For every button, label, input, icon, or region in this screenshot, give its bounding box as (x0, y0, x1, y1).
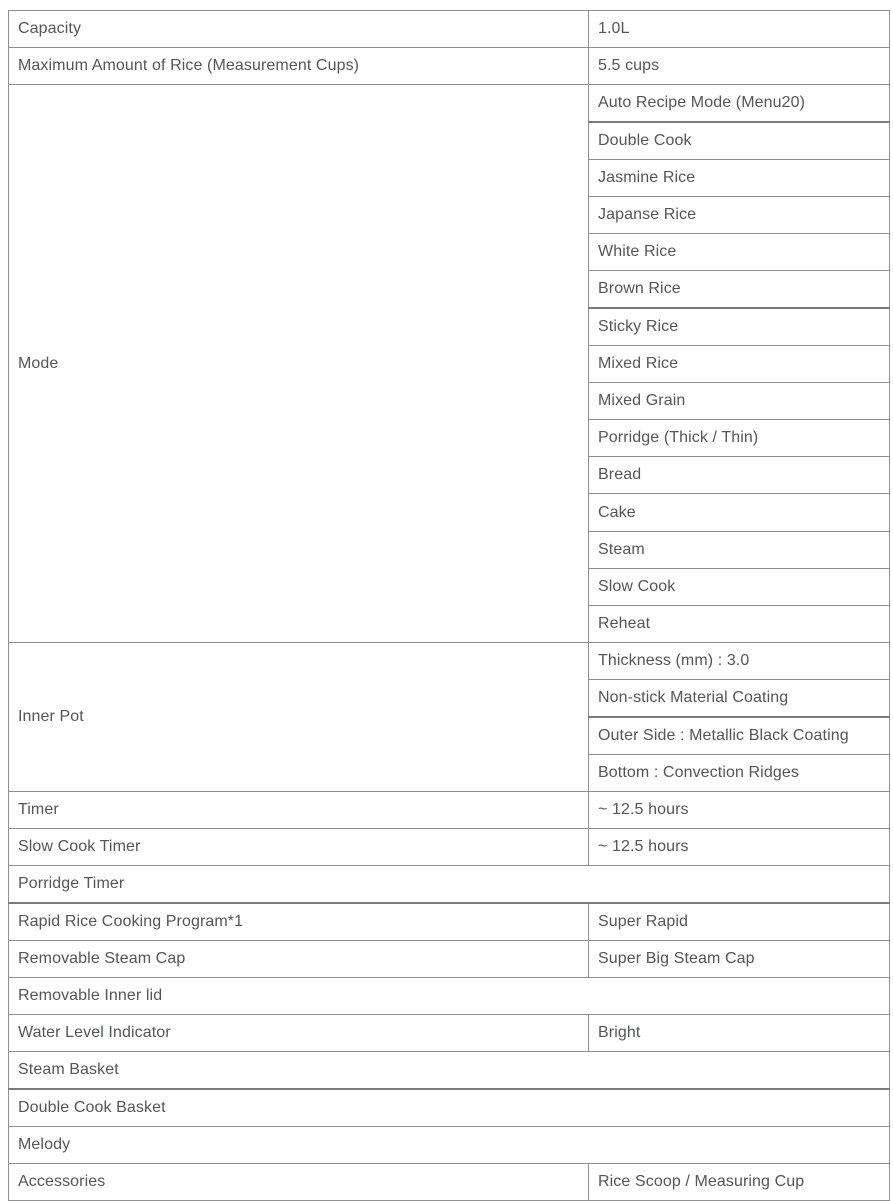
spec-label-cell: Maximum Amount of Rice (Measurement Cups) (9, 48, 589, 85)
spec-label-cell: Inner Pot (9, 643, 589, 792)
spec-label-cell: Steam Basket (9, 1052, 890, 1089)
spec-value-cell: Super Big Steam Cap (589, 940, 890, 977)
spec-value-cell: ~ 12.5 hours (589, 829, 890, 866)
spec-row (9, 1126, 890, 1163)
spec-value-cell: Super Rapid (589, 903, 890, 940)
spec-row (9, 643, 890, 680)
spec-label-cell: Mode (9, 85, 589, 643)
spec-value-cell: 1.0L (589, 11, 890, 48)
spec-row (9, 1089, 890, 1126)
spec-label-cell: Slow Cook Timer (9, 829, 589, 866)
spec-value-cell: Cake (589, 494, 890, 531)
spec-row (9, 791, 890, 828)
spec-value-cell: White Rice (589, 234, 890, 271)
spec-row (9, 1163, 890, 1200)
spec-label-cell: Capacity (9, 11, 589, 48)
spec-value-cell: Porridge (Thick / Thin) (589, 420, 890, 457)
spec-table-section (8, 10, 890, 1201)
spec-value-cell: Thickness (mm) : 3.0 (589, 643, 890, 680)
spec-row (9, 977, 890, 1014)
spec-value-cell: Mixed Grain (589, 382, 890, 419)
spec-value-cell: Auto Recipe Mode (Menu20) (589, 85, 890, 122)
spec-row (9, 903, 890, 940)
spec-label-cell: Timer (9, 791, 589, 828)
spec-row (9, 1015, 890, 1052)
spec-label-cell: Water Level Indicator (9, 1015, 589, 1052)
spec-value-cell: Mixed Rice (589, 345, 890, 382)
spec-value-cell: 5.5 cups (589, 48, 890, 85)
spec-value-cell: Outer Side : Metallic Black Coating (589, 717, 890, 754)
spec-label-cell: Accessories (9, 1163, 589, 1200)
spec-label-cell: Removable Inner lid (9, 977, 890, 1014)
spec-row (9, 1052, 890, 1089)
spec-value-cell: Reheat (589, 606, 890, 643)
spec-label-cell: Melody (9, 1126, 890, 1163)
spec-value-cell: Non-stick Material Coating (589, 680, 890, 717)
spec-label-cell: Removable Steam Cap (9, 940, 589, 977)
spec-value-cell: Slow Cook (589, 568, 890, 605)
spec-row (9, 85, 890, 122)
spec-value-cell: ~ 12.5 hours (589, 791, 890, 828)
spec-row (9, 11, 890, 48)
spec-value-cell: Bright (589, 1015, 890, 1052)
spec-value-cell: Jasmine Rice (589, 159, 890, 196)
spec-label-cell: Rapid Rice Cooking Program*1 (9, 903, 589, 940)
spec-table (8, 10, 890, 1201)
spec-label-cell: Double Cook Basket (9, 1089, 890, 1126)
spec-value-cell: Sticky Rice (589, 308, 890, 345)
spec-row (9, 866, 890, 903)
spec-value-cell: Brown Rice (589, 271, 890, 308)
spec-row (9, 829, 890, 866)
spec-value-cell: Japanse Rice (589, 196, 890, 233)
spec-label-cell: Porridge Timer (9, 866, 890, 903)
spec-value-cell: Rice Scoop / Measuring Cup (589, 1163, 890, 1200)
spec-value-cell: Bread (589, 457, 890, 494)
spec-row (9, 48, 890, 85)
spec-table-body (9, 11, 890, 1201)
spec-value-cell: Double Cook (589, 122, 890, 159)
spec-row (9, 940, 890, 977)
spec-value-cell: Bottom : Convection Ridges (589, 754, 890, 791)
spec-value-cell: Steam (589, 531, 890, 568)
